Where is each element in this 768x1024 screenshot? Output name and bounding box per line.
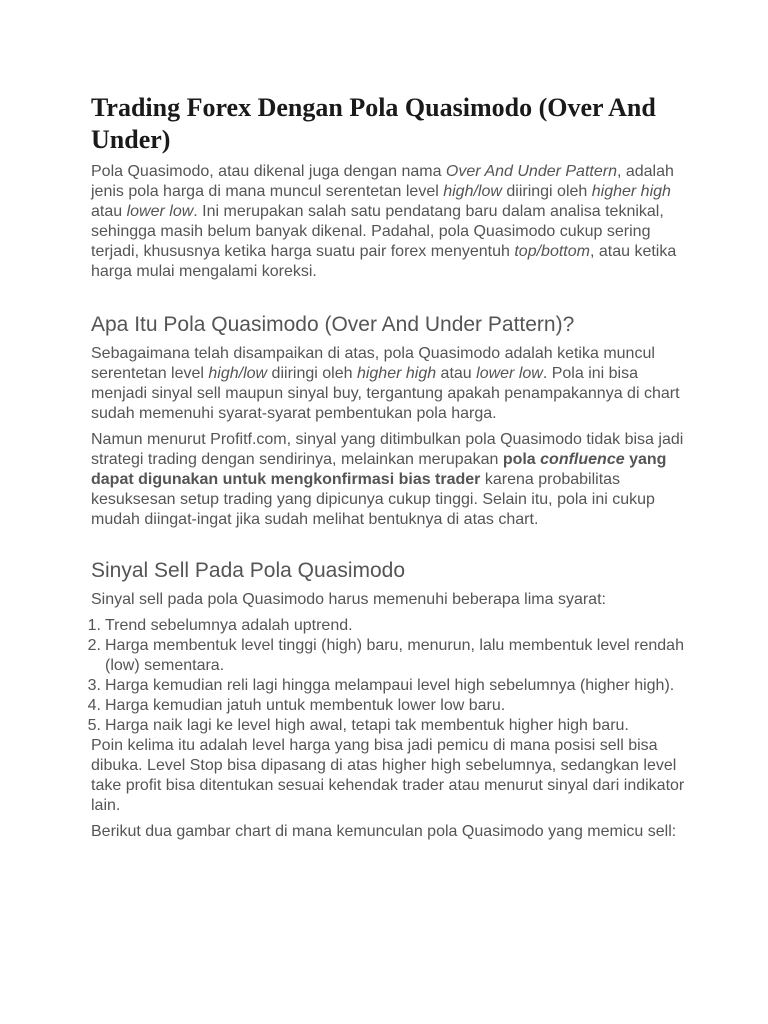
list-item-text: Harga naik lagi ke level high awal, tetapi tak membentuk higher high baru. [105, 717, 629, 734]
intro-text-2: , adalah jenis pola harga di mana muncul serentetan level [91, 163, 674, 200]
article [87, 92, 691, 842]
intro-italic-2: high/low [443, 183, 502, 200]
list-item-text: Harga kemudian reli lagi hingga melampaui level high sebelumnya (higher high). [105, 677, 675, 694]
intro-text-4: atau [91, 203, 127, 220]
sell-conditions-list [87, 616, 691, 736]
definition-italic-2: higher high [356, 365, 437, 382]
list-item [87, 636, 691, 676]
definition-italic-1: high/low [208, 365, 268, 382]
definition-text-4: . Pola ini bisa menjadi sinyal sell maupun sinyal buy, tergantung apakah penampakannya di chart sudah memenuhi syarat-syarat pembentukan pola harga. [91, 365, 680, 422]
intro-italic-3: higher high [591, 183, 671, 200]
intro-italic-1: Over And Under Pattern [445, 163, 617, 180]
intro-text-6: , atau ketika harga mulai mengalami koreksi. [91, 243, 677, 280]
section-heading-what-is: Apa Itu Pola Quasimodo (Over And Under Pattern)? [91, 313, 575, 336]
intro-text-3: diiringi oleh [501, 183, 592, 200]
definition-italic-3: lower low [476, 365, 543, 382]
list-item [87, 616, 691, 636]
definition-paragraph [91, 344, 691, 424]
intro-italic-5: top/bottom [514, 243, 590, 260]
intro-text-5: . Ini merupakan salah satu pendatang baru dalam analisa teknikal, sehingga masih belum banyak dikenal. Padahal, pola Quasimodo cukup sering terjadi, khususnya ketika harga suatu pair forex menyentuh [91, 203, 664, 260]
list-item-number: 2. [87, 637, 101, 654]
stop-level-paragraph: Poin kelima itu adalah level harga yang bisa jadi pemicu di mana posisi sell bisa dibuka. Level Stop bisa dipasang di atas higher high sebelumnya, sedangkan level take profit bisa ditentukan sesuai kehendak trader atau menurut sinyal dari indikator lain. [91, 737, 685, 814]
confluence-text-2: karena probabilitas kesuksesan setup trading yang dipicunya cukup tinggi. Selain itu, pola ini cukup mudah diingat-ingat jika sudah melihat bentuknya di atas chart. [91, 471, 655, 528]
confluence-paragraph [91, 430, 691, 530]
list-item-number: 4. [87, 697, 101, 714]
sell-intro-paragraph: Sinyal sell pada pola Quasimodo harus memenuhi beberapa lima syarat: [91, 591, 606, 608]
confluence-text-1: Namun menurut Profitf.com, sinyal yang ditimbulkan pola Quasimodo tidak bisa jadi strategi trading dengan sendirinya, melainkan merupakan [91, 431, 684, 468]
intro-italic-4: lower low [126, 203, 194, 220]
list-item-number: 5. [87, 717, 101, 734]
confluence-bold-2: yang dapat digunakan untuk mengkonfirmasi bias trader [91, 451, 667, 488]
closing-paragraph: Berikut dua gambar chart di mana kemunculan pola Quasimodo yang memicu sell: [91, 823, 677, 840]
section-heading-sell-signal: Sinyal Sell Pada Pola Quasimodo [91, 559, 406, 582]
page-title: Trading Forex Dengan Pola Quasimodo (Over And Under) [91, 93, 656, 154]
list-item-text: Harga membentuk level tinggi (high) baru, menurun, lalu membentuk level rendah (low) sementara. [105, 637, 684, 674]
list-item [87, 716, 691, 736]
confluence-term: confluence [540, 451, 625, 468]
intro-text-1: Pola Quasimodo, atau dikenal juga dengan nama [91, 163, 446, 180]
definition-text-3: atau [436, 365, 477, 382]
confluence-bold-1: pola [502, 451, 541, 468]
list-item-number: 3. [87, 677, 101, 694]
list-item-number: 1. [87, 617, 101, 634]
list-item-text: Trend sebelumnya adalah uptrend. [105, 617, 353, 634]
intro-paragraph [91, 162, 691, 282]
list-item [87, 676, 691, 696]
confluence-bold-italic [540, 451, 624, 468]
definition-text-2: diiringi oleh [267, 365, 357, 382]
list-item [87, 696, 691, 716]
list-item-text: Harga kemudian jatuh untuk membentuk lower low baru. [105, 697, 506, 714]
definition-text-1: Sebagaimana telah disampaikan di atas, pola Quasimodo adalah ketika muncul serentetan level [91, 345, 655, 382]
